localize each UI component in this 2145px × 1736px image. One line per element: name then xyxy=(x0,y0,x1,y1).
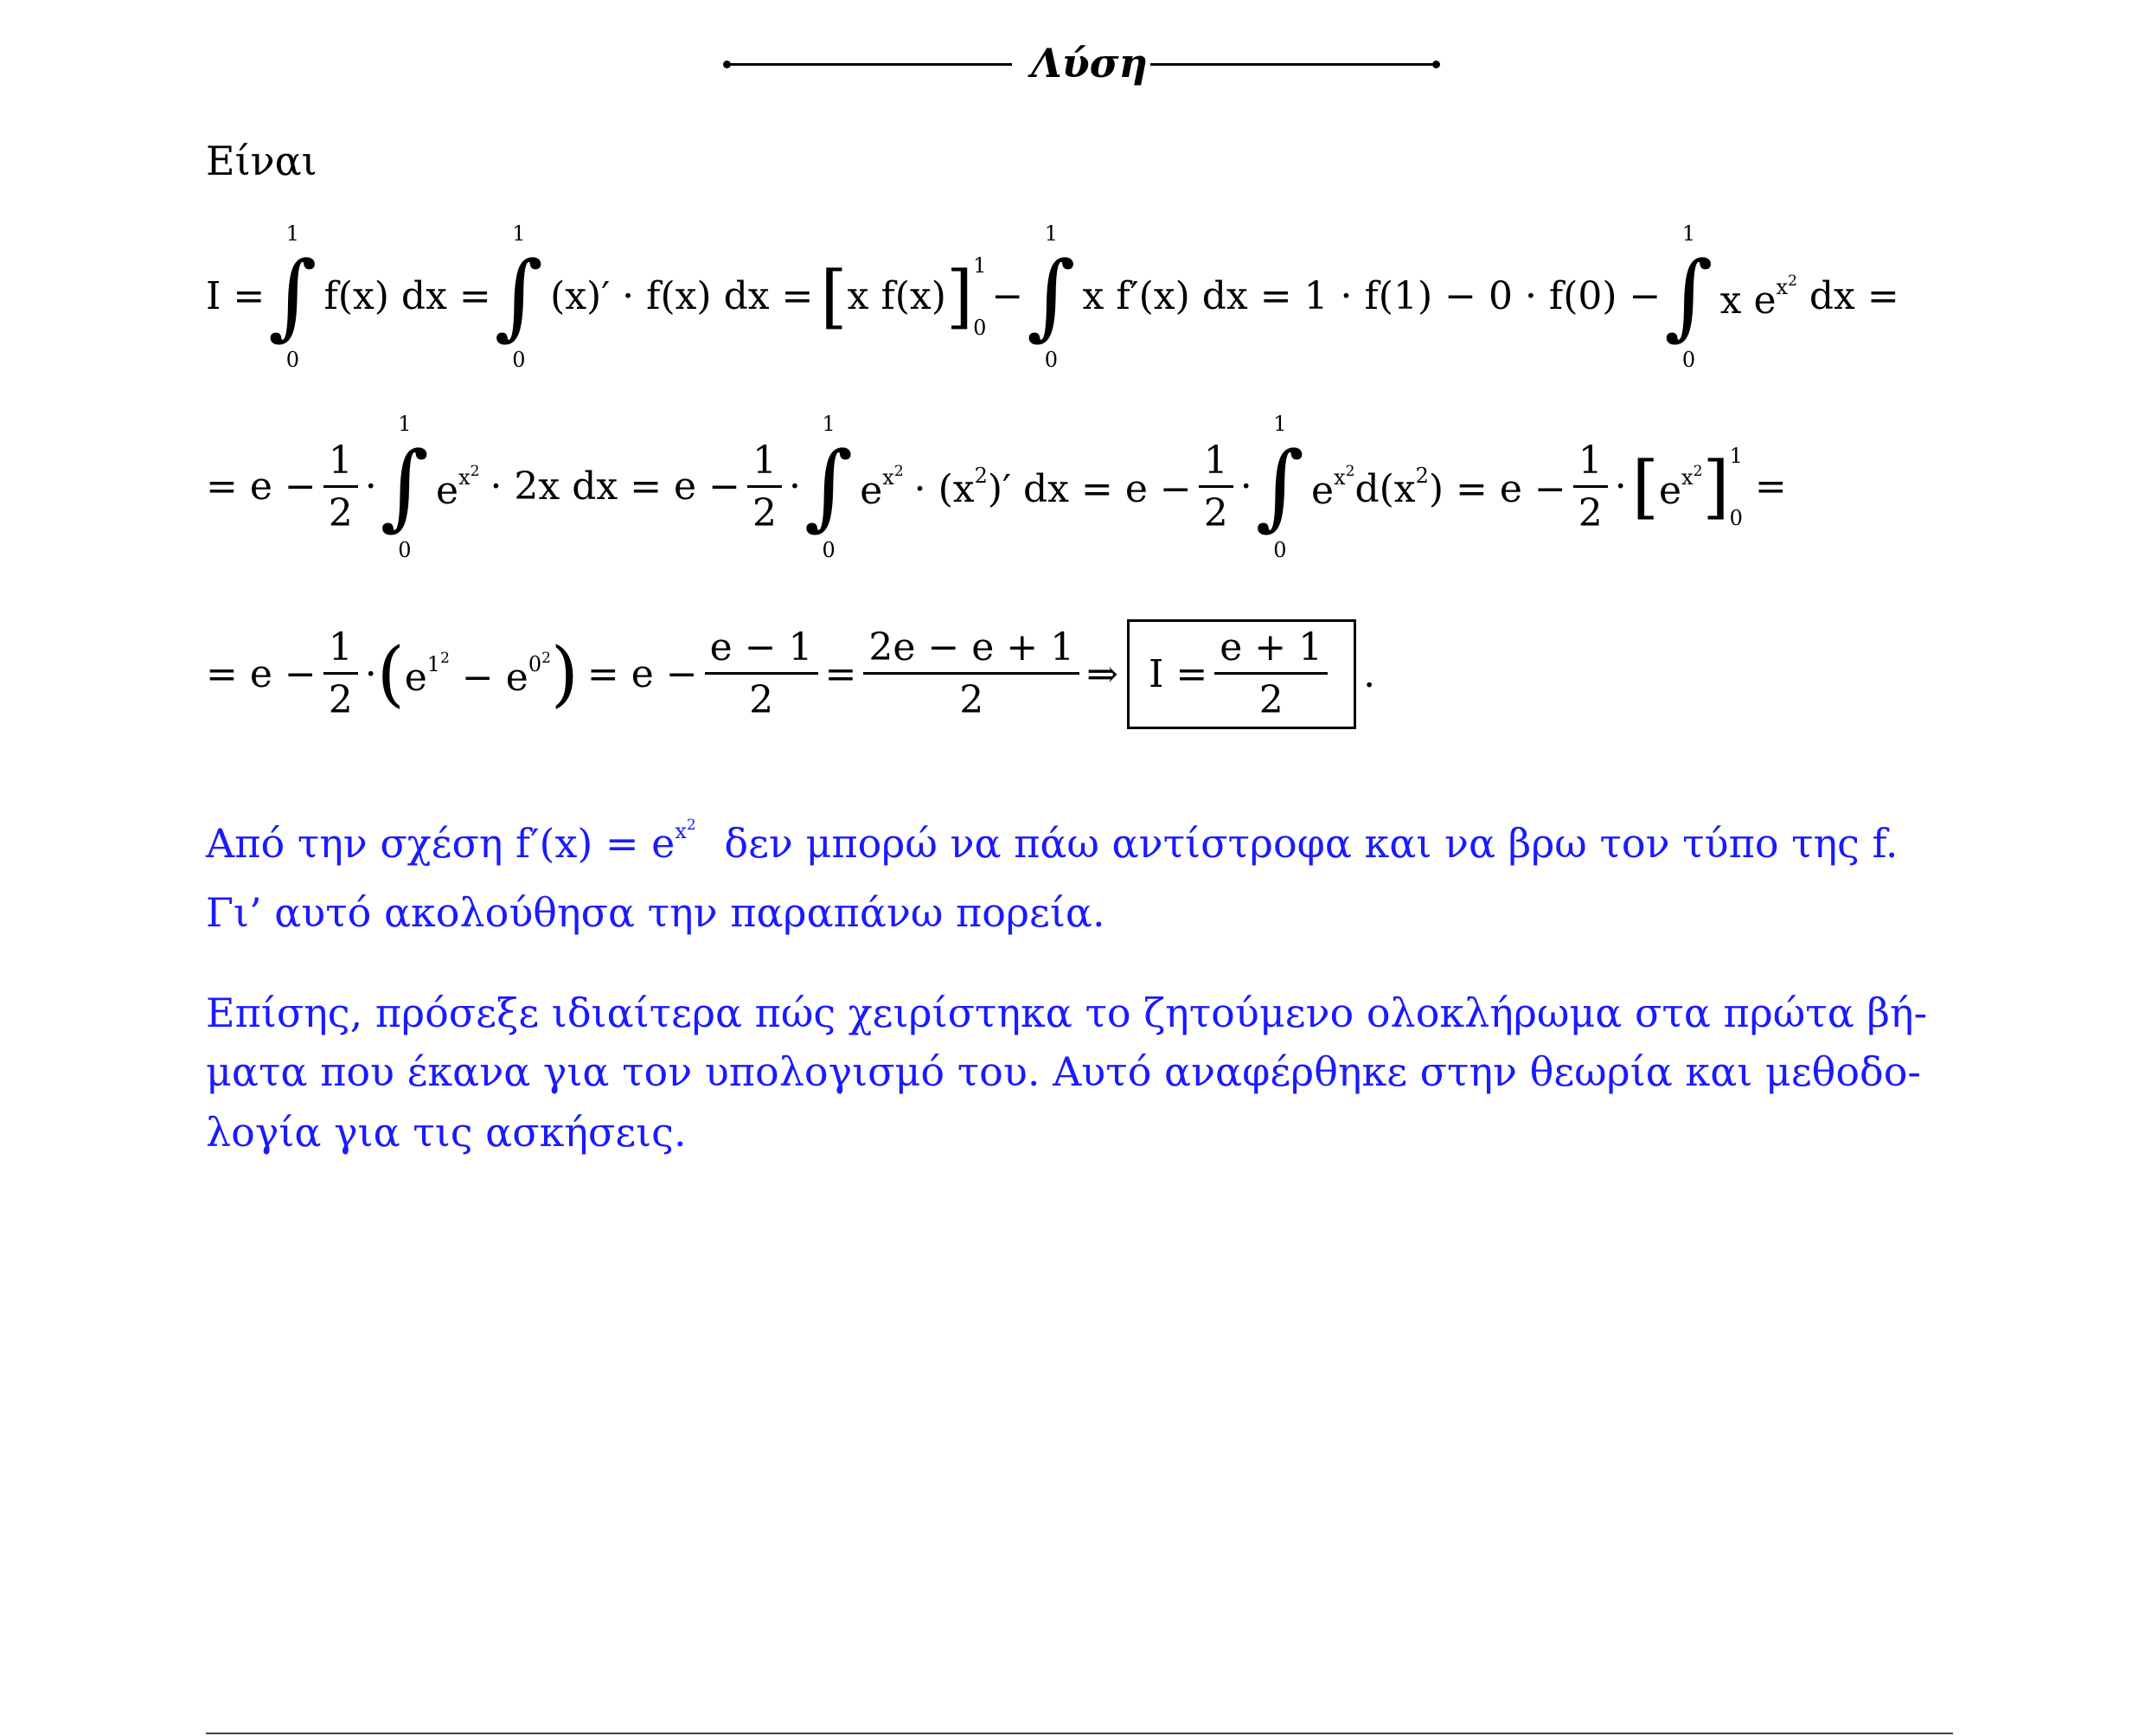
rule-right-dot xyxy=(1432,61,1440,68)
fraction-half: $\frac{1}{2}$ xyxy=(1573,442,1608,533)
eq2-term: $d(x^2) = e$ − xyxy=(1354,464,1566,511)
eq3-term: − $e^{0^2}$ xyxy=(461,650,551,700)
note-line-2: Γι’ αυτό ακολούθησα την παραπάνω πορεία. xyxy=(206,889,1105,936)
integral-sign: 1 ∫ 0 xyxy=(1255,412,1305,562)
eq2-term: · $(x^2)'$ dx = e − xyxy=(913,464,1192,511)
eq1-term: x f′(x) dx = 1 · f(1) − 0 · f(0) − xyxy=(1082,274,1662,318)
period: . xyxy=(1363,651,1376,696)
eq3-term: = e − xyxy=(586,651,698,696)
eq3-term: $e^{1^2}$ xyxy=(404,650,450,700)
eq2-term: · 2x dx = e − xyxy=(490,464,740,509)
eq3-term: = e − xyxy=(206,651,317,696)
fraction-half: $\frac{1}{2}$ xyxy=(1199,442,1233,533)
equation-line-2 xyxy=(206,413,1787,561)
bracket-close: ] xyxy=(1702,446,1730,527)
eq1-term: − xyxy=(991,274,1024,318)
integral-sign: 1 ∫ 0 xyxy=(804,412,854,562)
dot-op: · xyxy=(1614,464,1627,509)
integral-sign: 1 ∫ 0 xyxy=(268,221,317,372)
rule-right xyxy=(1150,63,1436,66)
section-title: Λύση xyxy=(1031,40,1148,86)
fraction-half: $\frac{1}{2}$ xyxy=(747,442,782,533)
eq2-term: $e^{x^2}$ xyxy=(860,462,904,513)
eq2-term: $e^{x^2}$ xyxy=(1659,462,1703,513)
boxed-lhs: I = xyxy=(1149,651,1208,696)
paren-open: ( xyxy=(376,632,405,715)
integral-sign: 1 ∫ 0 xyxy=(494,221,544,372)
fraction-half: $\frac{1}{2}$ xyxy=(323,442,358,533)
implies-arrow: ⇒ xyxy=(1086,651,1119,696)
fraction-half: $\frac{1}{2}$ xyxy=(323,629,358,720)
fraction-e-minus-1: $\frac{e - 1}{2}$ xyxy=(705,629,818,720)
integral-sign: 1 ∫ 0 xyxy=(1664,221,1713,372)
bracket-close: ] xyxy=(945,256,974,336)
eq1-term: f(x) dx = xyxy=(323,274,491,318)
note2-line-3: λογία για τις ασκήσεις. xyxy=(206,1109,687,1156)
integral-sign: 1 ∫ 0 xyxy=(1027,221,1076,372)
eq1-term: x $e^{x^2}$ xyxy=(1719,272,1797,323)
eq1-lhs: I = xyxy=(206,274,266,318)
bracket-open: [ xyxy=(820,256,848,336)
note2-line-1: Επίσης, πρόσεξε ιδιαίτερα πώς χειρίστηκα το ζητούμενο ολοκλήρωμα στα πρώτα βή- xyxy=(206,990,1928,1036)
eq1-term: (x)′ · f(x) dx = xyxy=(550,274,814,318)
rule-left xyxy=(727,63,1012,66)
eq2-term: $e^{x^2}$ xyxy=(436,462,480,513)
dot-op: · xyxy=(788,464,801,509)
eval-limits: 1 0 xyxy=(1729,444,1743,530)
bracket-open: [ xyxy=(1631,446,1659,527)
eq1-term: dx = xyxy=(1809,274,1899,318)
intro-text: Είναι xyxy=(206,138,317,184)
eq2-term: = e − xyxy=(206,464,317,509)
fraction-2e-minus-e-plus-1: $\frac{2e - e + 1}{2}$ xyxy=(863,629,1079,720)
equation-line-1 xyxy=(206,223,1899,370)
note2-line-2: ματα που έκανα για τον υπολογισμό του. Αυτό αναφέρθηκε στην θεωρία και μεθοδο- xyxy=(206,1048,1921,1095)
footer-rule xyxy=(206,1733,1953,1734)
equation-line-3 xyxy=(206,619,1375,729)
dot-op: · xyxy=(364,464,377,509)
dot-op: · xyxy=(1239,464,1252,509)
fraction-e-plus-1: $\frac{e + 1}{2}$ xyxy=(1214,629,1328,720)
note-line-1: Από την σχέση $f'(x) = e^{x^2}$ δεν μπορώ να πάω αντίστροφα και να βρω τον τύπο της f. xyxy=(206,817,1898,867)
eq2-term: = xyxy=(1754,464,1787,509)
eval-limits: 1 0 xyxy=(973,253,987,340)
integral-sign: 1 ∫ 0 xyxy=(380,412,430,562)
dot-op: · xyxy=(364,651,377,696)
eq2-term: $e^{x^2}$ xyxy=(1311,462,1355,513)
paren-close: ) xyxy=(550,632,579,715)
eq1-term: x f(x) xyxy=(847,274,946,318)
boxed-result xyxy=(1127,619,1356,729)
eq3-term: = xyxy=(824,651,857,696)
